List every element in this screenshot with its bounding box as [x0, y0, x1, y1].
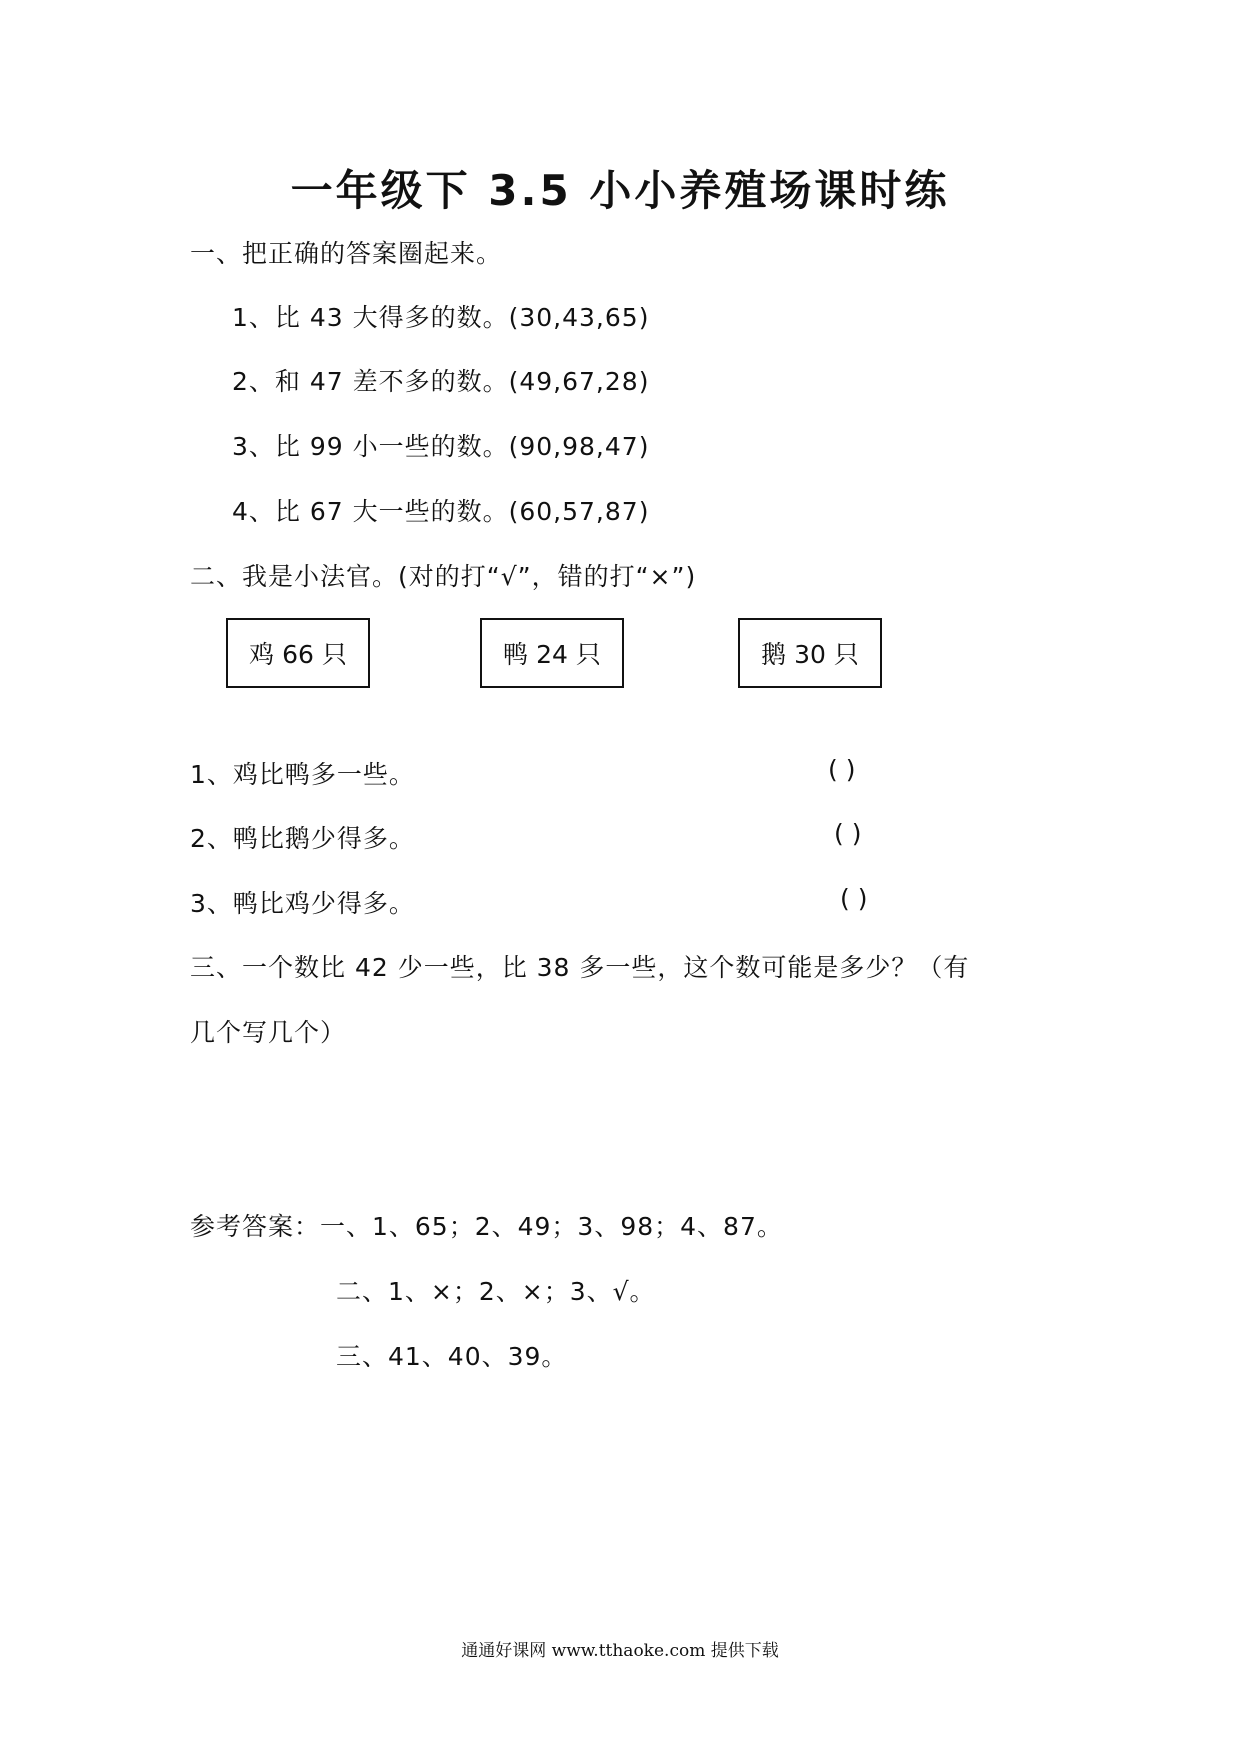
page-title: 一年级下 3.5 小小养殖场课时练 — [290, 166, 950, 215]
section1-item-3: 3、比 99 小一些的数。(90,98,47) — [232, 432, 650, 461]
footer-credit: 通通好课网 www.tthaoke.com 提供下载 — [461, 1641, 779, 1661]
chicken-count-box: 鸡 66 只 — [226, 618, 370, 688]
section1-item-2: 2、和 47 差不多的数。(49,67,28) — [232, 367, 650, 396]
answer-key-line3: 三、41、40、39。 — [336, 1342, 568, 1371]
section2-heading: 二、我是小法官。(对的打“√”，错的打“×”) — [190, 562, 697, 591]
section3-question-line1: 三、一个数比 42 少一些，比 38 多一些，这个数可能是多少？（有 — [190, 953, 970, 982]
section1-item-4: 4、比 67 大一些的数。(60,57,87) — [232, 497, 650, 526]
section3-question-line2: 几个写几个） — [190, 1018, 347, 1047]
judge-item-3: 3、鸭比鸡少得多。 — [190, 889, 415, 918]
section1-item-1: 1、比 43 大得多的数。(30,43,65) — [232, 303, 650, 332]
judge-item-2: 2、鸭比鹅少得多。 — [190, 824, 415, 853]
judge-answer-2: ( ) — [834, 819, 862, 848]
answer-key-line1: 参考答案：一、1、65；2、49；3、98；4、87。 — [190, 1212, 783, 1241]
judge-item-1: 1、鸡比鸭多一些。 — [190, 760, 415, 789]
goose-count-box: 鹅 30 只 — [738, 618, 882, 688]
judge-answer-3: ( ) — [840, 884, 868, 913]
judge-answer-1: ( ) — [828, 755, 856, 784]
answer-key-line2: 二、1、×；2、×；3、√。 — [336, 1277, 656, 1306]
section1-heading: 一、把正确的答案圈起来。 — [190, 239, 503, 268]
duck-count-box: 鸭 24 只 — [480, 618, 624, 688]
